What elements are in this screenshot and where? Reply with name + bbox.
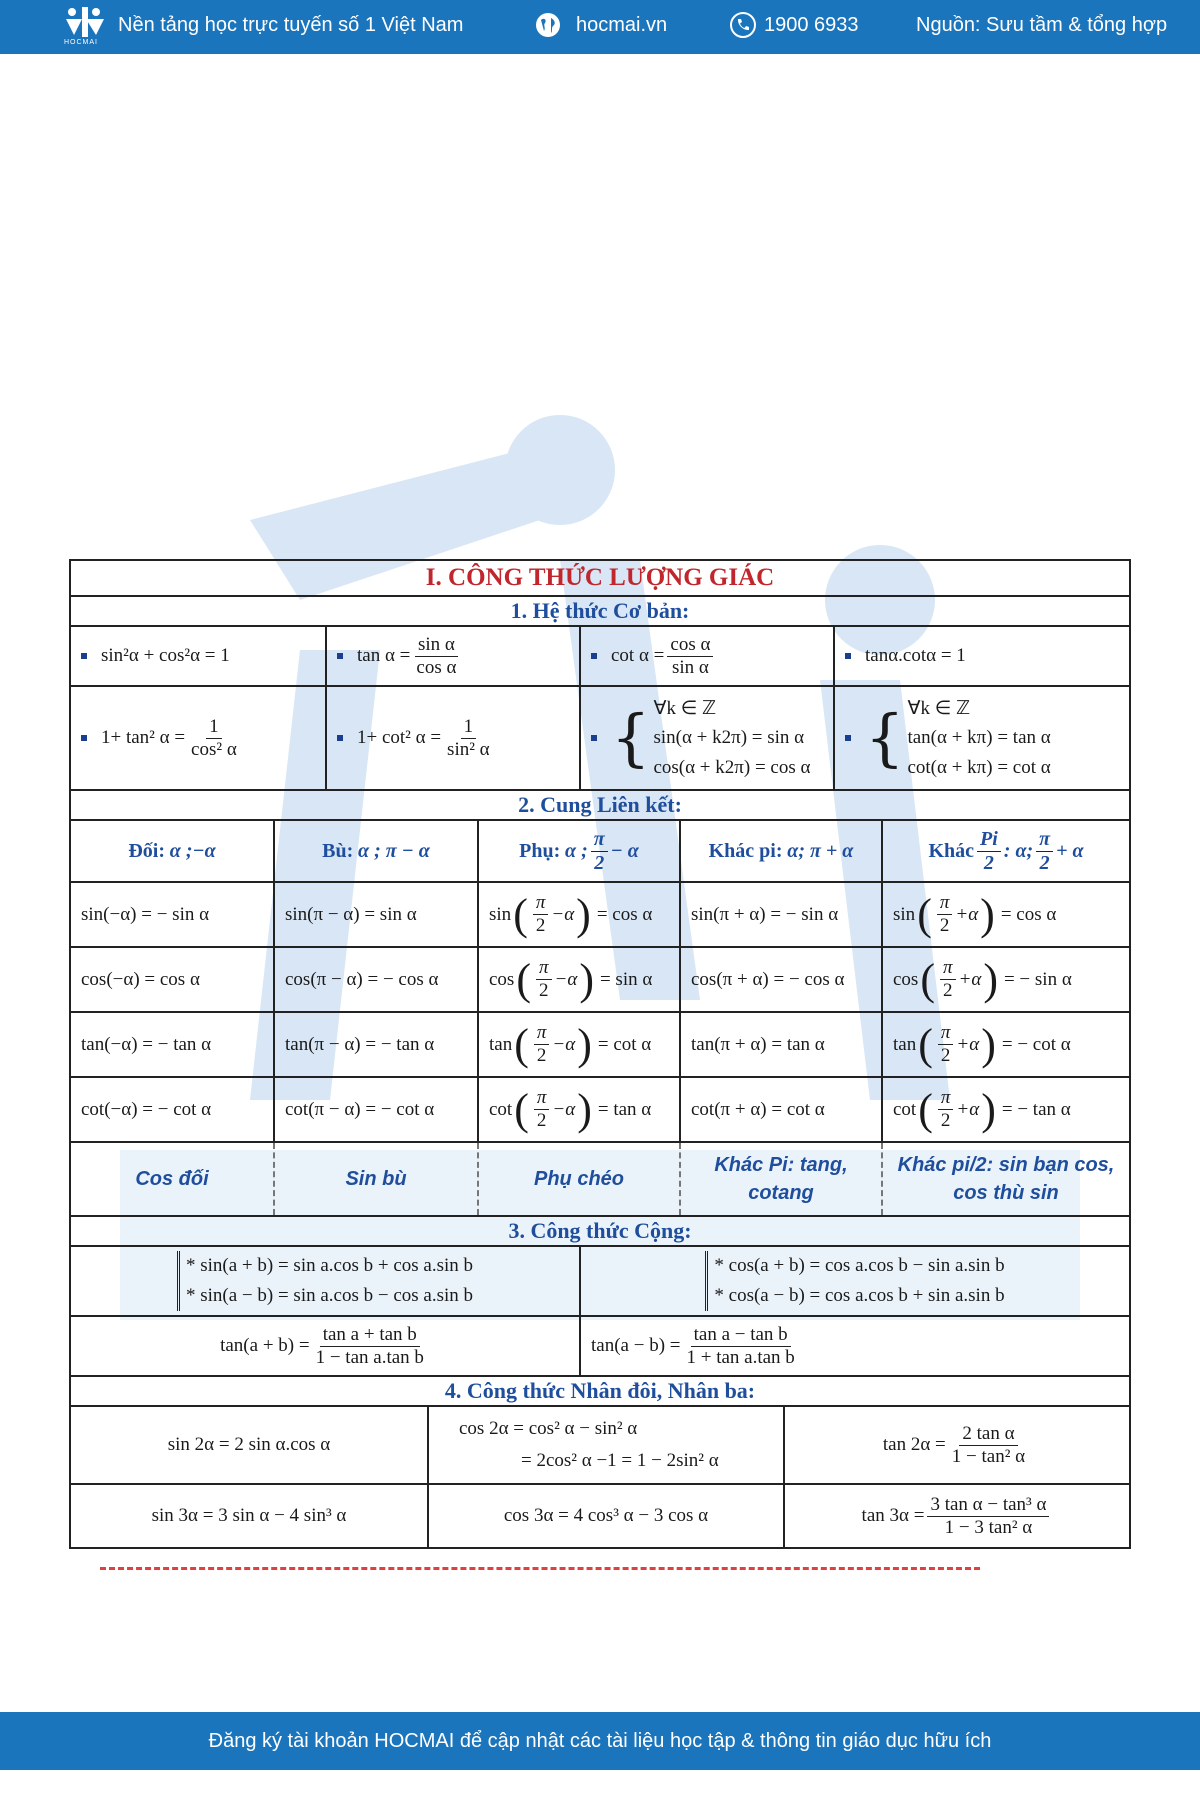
basic-row-1 (71, 625, 1129, 685)
logo-text: HOCMAI (64, 39, 98, 46)
denominator: 2 (1039, 851, 1050, 874)
fraction (1036, 828, 1053, 875)
function-name: tan (893, 1033, 917, 1055)
section-4-header (71, 1375, 1129, 1405)
fraction (188, 716, 240, 761)
sin-triple-formula: sin 3α = 3 sin α − 4 sin³ α (151, 1505, 347, 1526)
supplementary-formula (273, 1078, 477, 1141)
page-title: I. CÔNG THỨC LƯỢNG GIÁC (425, 564, 775, 591)
section-3-header (71, 1215, 1129, 1245)
brace-glyph: { (865, 701, 905, 774)
fraction (938, 1087, 954, 1132)
basic-row-2 (71, 685, 1129, 789)
bullet-icon (845, 735, 851, 741)
bullet-icon (591, 653, 597, 659)
numerator: cos α (667, 634, 713, 657)
angle-term: −α (554, 968, 578, 990)
paren-open: ( (514, 1085, 529, 1134)
formula-rhs: = − tan α (1001, 1098, 1071, 1120)
numerator: 1 (206, 716, 222, 739)
complementary-formula (477, 883, 679, 946)
formula-line: * cos(a − b) = cos a.cos b + sin a.sin b (714, 1285, 1005, 1306)
linked-rows (71, 881, 1129, 1141)
paren-open: ( (917, 890, 932, 939)
mnemonic-khac-pi: Khác Pi: tang, cotang (679, 1143, 881, 1215)
supplementary-formula (273, 1013, 477, 1076)
angle-term: +α (955, 903, 979, 925)
basic-identity-tan (325, 627, 579, 685)
formula-sheet (69, 559, 1131, 1549)
system-line: ∀k ∈ ℤ (653, 697, 717, 719)
linked-row (71, 881, 1129, 946)
paren-close: ) (577, 1020, 592, 1069)
header-supplementary (273, 821, 477, 881)
formula-rhs: = cos α (1000, 903, 1057, 925)
formula-lhs: tan 2α = (882, 1434, 946, 1455)
denominator: 2 (535, 915, 546, 936)
formula-line: * sin(a − b) = sin a.cos b − cos a.sin b (185, 1285, 474, 1306)
bullet-icon (337, 735, 343, 741)
function-name: cos (893, 968, 919, 990)
fraction (534, 1087, 550, 1132)
denominator: 2 (539, 980, 549, 1001)
differ-half-pi-formula (881, 1013, 1129, 1076)
angle-term: +α (956, 1033, 980, 1055)
denominator: sin² α (447, 738, 490, 760)
formula-text: cot(π + α) = cot α (691, 1098, 825, 1120)
angle-term: −α (552, 1033, 576, 1055)
header-differ-pi (679, 821, 881, 881)
denominator: 2 (940, 1045, 951, 1066)
complementary-formula (477, 1013, 679, 1076)
paren-close: ) (576, 890, 591, 939)
system-line: sin(α + k2π) = sin α (653, 727, 805, 749)
sum-tan-row (71, 1315, 1129, 1375)
formula-text: cos(π + α) = − cos α (691, 968, 845, 990)
header-label: Bù: (322, 839, 354, 862)
differ-half-pi-formula (881, 883, 1129, 946)
function-name: tan (489, 1033, 513, 1055)
differ-half-pi-formula (881, 1078, 1129, 1141)
numerator: sin α (415, 634, 458, 657)
formula-line: cos 2α = cos² α − sin² α (459, 1417, 638, 1439)
numerator: π (938, 1022, 954, 1045)
denominator: 2 (940, 1110, 951, 1131)
formula-rhs: = − cot α (1001, 1033, 1071, 1055)
numerator: π (937, 892, 953, 915)
differ-pi-formula (679, 883, 881, 946)
fraction (977, 828, 1001, 875)
function-name: cos (489, 968, 515, 990)
opposite-formula (71, 948, 273, 1011)
brace-glyph: { (611, 701, 651, 774)
numerator: π (938, 1087, 954, 1110)
bottom-banner (0, 1712, 1200, 1770)
header-opposite (71, 821, 273, 881)
function-name: cot (489, 1098, 513, 1120)
fraction (927, 1494, 1049, 1539)
differ-half-pi-formula (881, 948, 1129, 1011)
header-complementary (477, 821, 679, 881)
angle-term: −α (552, 1098, 576, 1120)
bullet-icon (845, 653, 851, 659)
numerator: π (940, 957, 956, 980)
paren-open: ( (513, 890, 528, 939)
numerator: π (1036, 828, 1053, 852)
fraction (938, 1022, 954, 1067)
basic-identity-tancot (833, 627, 1129, 685)
formula-line: * cos(a + b) = cos a.cos b − sin a.sin b (714, 1254, 1005, 1276)
opposite-formula (71, 883, 273, 946)
formula-line: * sin(a + b) = sin a.cos b + cos a.sin b (185, 1254, 474, 1276)
section-1-header (71, 595, 1129, 625)
formula-text: sin(−α) = − sin α (81, 903, 210, 925)
angle-term: −α (551, 903, 575, 925)
function-name: cot (893, 1098, 917, 1120)
basic-period-tancot (833, 687, 1129, 789)
basic-identity-csc (325, 687, 579, 789)
sheet-title-row (71, 561, 1129, 595)
paren-open: ( (920, 955, 935, 1004)
denominator: 2 (983, 851, 994, 874)
divider-dashed (100, 1567, 980, 1570)
header-label: Khác pi: (708, 839, 783, 862)
linked-row (71, 946, 1129, 1011)
formula-text: cos(π − α) = − cos α (285, 968, 439, 990)
numerator: π (591, 828, 608, 852)
formula-lhs: tan α = (357, 645, 411, 666)
header-label: Phụ: (519, 839, 561, 862)
formula-lhs: tan 3α = (861, 1505, 925, 1526)
fraction (413, 634, 459, 679)
opposite-formula (71, 1013, 273, 1076)
complementary-formula (477, 948, 679, 1011)
equation-system (865, 694, 1051, 782)
paren-close: ) (981, 1020, 996, 1069)
formula-text: cot(−α) = − cot α (81, 1098, 212, 1120)
top-banner (0, 0, 1200, 54)
header-expr: − α (610, 839, 639, 862)
header-differ-half-pi (881, 821, 1129, 881)
header-label: Đối: (128, 839, 165, 862)
paren-close: ) (579, 955, 594, 1004)
source-note: Nguồn: Sưu tầm & tổng hợp (916, 14, 1168, 36)
formula-text: tan(π + α) = tan α (691, 1033, 825, 1055)
sum-sincos-row (71, 1245, 1129, 1315)
angle-term: +α (958, 968, 982, 990)
sum-sin-formulas (71, 1247, 579, 1315)
bullet-icon (591, 735, 597, 741)
basic-identity-cot (579, 627, 833, 685)
angle-term: +α (956, 1098, 980, 1120)
formula-text: sin(π + α) = − sin α (691, 903, 839, 925)
system-line: cot(α + kπ) = cot α (907, 756, 1051, 778)
triple-angle-row (71, 1483, 1129, 1547)
numerator: π (534, 1022, 550, 1045)
formula-text: sin²α + cos²α = 1 (101, 645, 230, 666)
formula-rhs: = tan α (597, 1098, 652, 1120)
fraction (591, 828, 608, 875)
denominator: 1 − tan² α (951, 1445, 1026, 1467)
denominator: 1 + tan a.tan b (686, 1346, 795, 1368)
paren-open: ( (516, 955, 531, 1004)
function-name: sin (893, 903, 916, 925)
mnemonic-row (71, 1141, 1129, 1215)
cos-double-formula (427, 1407, 783, 1483)
numerator: 1 (461, 716, 477, 739)
formula-text: tan(−α) = − tan α (81, 1033, 212, 1055)
globe-icon (534, 11, 562, 39)
fraction (949, 1423, 1028, 1468)
fraction (533, 892, 549, 937)
formula-lhs: tan(a + b) = (220, 1335, 310, 1356)
sin-double-formula: sin 2α = 2 sin α.cos α (167, 1434, 331, 1455)
phone-icon (729, 11, 757, 39)
footer-text[interactable]: Đăng ký tài khoản HOCMAI để cập nhật các tài liệu học tập & thông tin giáo dục hữu ích (208, 1730, 992, 1752)
formula-lhs: tan(a − b) = (591, 1335, 681, 1356)
denominator: 2 (939, 915, 950, 936)
numerator: tan a + tan b (320, 1324, 420, 1347)
double-angle-row (71, 1405, 1129, 1483)
formula-lhs: cot α = (611, 645, 665, 666)
numerator: tan a − tan b (691, 1324, 791, 1347)
numerator: π (533, 892, 549, 915)
header-expr: : α; (1003, 839, 1034, 862)
mnemonic-phu-cheo: Phụ chéo (477, 1143, 679, 1215)
mnemonic-cos-doi: Cos đối (135, 1168, 209, 1190)
complementary-formula (477, 1078, 679, 1141)
bullet-icon (81, 653, 87, 659)
paren-close: ) (980, 890, 995, 939)
formula-text: sin(π − α) = sin α (285, 903, 417, 925)
equation-system (611, 694, 810, 782)
tan-double-formula (783, 1407, 1129, 1483)
differ-pi-formula (679, 1078, 881, 1141)
numerator: 3 tan α − tan³ α (927, 1494, 1049, 1517)
system-line: ∀k ∈ ℤ (907, 697, 971, 719)
header-label: Khác (928, 839, 974, 862)
formula-lhs: 1+ cot² α = (357, 727, 442, 748)
denominator: 2 (536, 1110, 547, 1131)
system-line: tan(α + kπ) = tan α (907, 727, 1051, 749)
fraction (940, 957, 956, 1002)
denominator: cos² α (191, 738, 237, 760)
paren-close: ) (577, 1085, 592, 1134)
denominator: cos α (416, 656, 457, 678)
denominator: 1 − tan a.tan b (315, 1346, 424, 1368)
tan-sum-formula (71, 1317, 579, 1375)
linked-row (71, 1076, 1129, 1141)
basic-identity-sec (71, 687, 325, 789)
header-tagline: Nền tảng học trực tuyến số 1 Việt Nam (118, 14, 464, 36)
supplementary-formula (273, 948, 477, 1011)
tan-diff-formula (579, 1317, 1129, 1375)
formula-rhs: = − sin α (1003, 968, 1072, 990)
section-4-title: 4. Công thức Nhân đôi, Nhân ba: (444, 1378, 756, 1403)
paren-open: ( (514, 1020, 529, 1069)
paren-open: ( (918, 1085, 933, 1134)
tan-triple-formula (783, 1485, 1129, 1547)
formula-block (705, 1251, 1004, 1312)
formula-line: = 2cos² α −1 = 1 − 2sin² α (521, 1450, 719, 1471)
formula-rhs: = cot α (597, 1033, 652, 1055)
denominator: 2 (943, 980, 953, 1001)
header-expr: α ; (565, 839, 588, 862)
fraction (444, 716, 493, 761)
function-name: sin (489, 903, 512, 925)
linked-row (71, 1011, 1129, 1076)
opposite-formula (71, 1078, 273, 1141)
section-2-title: 2. Cung Liên kết: (518, 792, 682, 817)
numerator: π (536, 957, 552, 980)
differ-pi-formula (679, 948, 881, 1011)
numerator: 2 tan α (959, 1423, 1017, 1446)
header-expr: α ;−α (169, 839, 216, 862)
header-expr: α ; π − α (358, 839, 430, 862)
differ-pi-formula (679, 1013, 881, 1076)
bullet-icon (337, 653, 343, 659)
formula-text: tan(π − α) = − tan α (285, 1033, 435, 1055)
fraction (534, 1022, 550, 1067)
paren-close: ) (981, 1085, 996, 1134)
supplementary-formula (273, 883, 477, 946)
section-1-title: 1. Hệ thức Cơ bản: (510, 598, 690, 623)
denominator: 2 (594, 851, 605, 874)
numerator: π (534, 1087, 550, 1110)
system-line: cos(α + k2π) = cos α (653, 756, 811, 778)
formula-text: cos(−α) = cos α (81, 968, 200, 990)
denominator: 1 − 3 tan² α (944, 1516, 1033, 1538)
fraction (937, 892, 953, 937)
fraction (683, 1324, 797, 1369)
formula-rhs: = sin α (599, 968, 653, 990)
paren-close: ) (983, 955, 998, 1004)
paren-open: ( (918, 1020, 933, 1069)
numerator: Pi (977, 828, 1001, 852)
basic-identity-pythagorean (71, 627, 325, 685)
linked-header-row (71, 819, 1129, 881)
denominator: sin α (671, 656, 709, 678)
fraction (313, 1324, 427, 1369)
sum-cos-formulas (579, 1247, 1129, 1315)
formula-lhs: 1+ tan² α = (101, 727, 186, 748)
bullet-icon (81, 735, 87, 741)
section-2-header (71, 789, 1129, 819)
formula-block (177, 1251, 473, 1312)
denominator: 2 (536, 1045, 547, 1066)
section-3-title: 3. Công thức Cộng: (508, 1218, 692, 1243)
formula-rhs: = cos α (596, 903, 653, 925)
header-expr: + α (1056, 839, 1084, 862)
header-expr: α; π + α (787, 839, 854, 862)
formula-text: tanα.cotα = 1 (865, 645, 966, 666)
cos-triple-formula: cos 3α = 4 cos³ α − 3 cos α (427, 1485, 783, 1547)
website-link[interactable]: hocmai.vn (576, 14, 668, 36)
mnemonic-sin-bu: Sin bù (273, 1143, 477, 1215)
mnemonic-khac-pi-2: Khác pi/2: sin bạn cos, cos thù sin (881, 1143, 1129, 1215)
fraction (667, 634, 713, 679)
fraction (536, 957, 552, 1002)
hotline-number[interactable]: 1900 6933 (764, 14, 859, 36)
basic-period-sincos (579, 687, 833, 789)
formula-text: cot(π − α) = − cot α (285, 1098, 435, 1120)
